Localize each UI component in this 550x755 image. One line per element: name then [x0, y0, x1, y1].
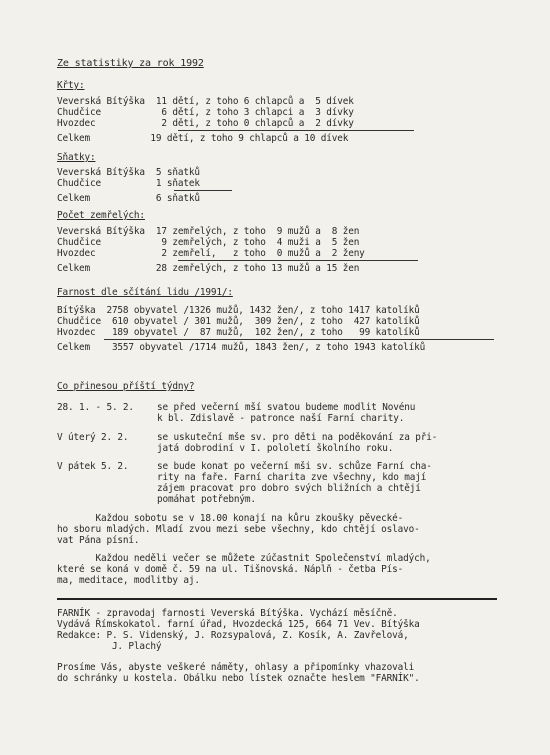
snatky-line: Veverská Bítýška 5 sňatků — [57, 167, 200, 178]
farnost-heading: Farnost dle sčítání lidu /1991/: — [57, 287, 233, 298]
event-text: pomáhat potřebným. — [157, 494, 256, 505]
paragraph-line: Každou neděli večer se můžete zúčastnit Společenství mladých, — [57, 553, 431, 564]
farnost-line: Bítýška 2758 obyvatel /1326 mužů, 1432 žen/, z toho 1417 katolíků — [57, 305, 420, 316]
krty-total: Celkem 19 dětí, z toho 9 chlapců a 10 dívek — [57, 133, 349, 144]
event-text: se před večerní mší svatou budeme modlit Novénu — [157, 402, 416, 413]
event-text: k bl. Zdislavě - patronce naší Farní charity. — [157, 413, 405, 424]
event-date: V pátek 5. 2. — [57, 461, 129, 472]
farnost-total: Celkem 3557 obyvatel /1714 mužů, 1843 žen/, z toho 1943 katolíků — [57, 342, 426, 353]
snatky-sum-rule — [174, 190, 232, 191]
event-date: V úterý 2. 2. — [57, 432, 129, 443]
paragraph-line: které se koná v domě č. 59 na ul. Tišnovská. Náplň - četba Pís- — [57, 564, 404, 575]
event-text: jatá dobrodiní v I. pololetí školního roku. — [157, 443, 394, 454]
paragraph-line: ma, meditace, modlitby aj. — [57, 575, 200, 586]
paragraph-line: ho sboru mladých. Mladí zvou mezi sebe všechny, kdo chtějí oslavo- — [57, 524, 420, 535]
farnost-sum-rule — [104, 339, 494, 340]
zemreli-line: Chudčice 9 zemřelých, z toho 4 muži a 5 žen — [57, 237, 360, 248]
krty-heading: Křty: — [57, 80, 85, 91]
farnost-line: Hvozdec 189 obyvatel / 87 mužů, 102 žen/, z toho 99 katolíků — [57, 327, 420, 338]
footer-divider — [57, 598, 497, 600]
krty-sum-rule — [178, 130, 414, 131]
zemreli-line: Veverská Bítýška 17 zemřelých, z toho 9 mužů a 8 žen — [57, 226, 360, 237]
farnost-line: Chudčice 610 obyvatel / 301 mužů, 309 žen/, z toho 427 katolíků — [57, 316, 420, 327]
snatky-line: Chudčice 1 sňatek — [57, 178, 200, 189]
event-text: se bude konat po večerní mši sv. schůze Farní cha- — [157, 461, 432, 472]
page-title: Ze statistiky za rok 1992 — [57, 58, 204, 69]
snatky-total: Celkem 6 sňatků — [57, 193, 200, 204]
tydny-heading: Co přinesou příští týdny? — [57, 381, 195, 392]
krty-line: Hvozdec 2 děti, z toho 0 chlapců a 2 dívky — [57, 118, 354, 129]
krty-line: Chudčice 6 dětí, z toho 3 chlapci a 3 dívky — [57, 107, 354, 118]
footer-line: Redakce: P. S. Videnský, J. Rozsypalová, Z. Kosík, A. Zavřelová, — [57, 630, 409, 641]
footer-line: FARNÍK - zpravodaj farnosti Veverská Bítýška. Vychází měsíčně. — [57, 608, 398, 619]
paragraph-line: vat Pána písní. — [57, 535, 140, 546]
krty-line: Veverská Bítýška 11 dětí, z toho 6 chlapců a 5 dívek — [57, 96, 354, 107]
zemreli-heading: Počet zemřelých: — [57, 210, 145, 221]
footer-line: Vydává Římskokatol. farní úřad, Hvozdecká 125, 664 71 Vev. Bítýška — [57, 619, 420, 630]
zemreli-sum-rule — [178, 260, 418, 261]
event-text: rity na faře. Farní charita zve všechny, kdo mají — [157, 472, 427, 483]
zemreli-total: Celkem 28 zemřelých, z toho 13 mužů a 15 žen — [57, 263, 360, 274]
paragraph-line: Každou sobotu se v 18.00 konají na kůru zkoušky pěvecké- — [57, 513, 404, 524]
event-text: zájem pracovat pro dobro svých bližních a chtějí — [157, 483, 421, 494]
footer-note: Prosíme Vás, abyste veškeré náměty, ohlasy a připomínky vhazovali — [57, 662, 415, 673]
footer-line: J. Plachý — [57, 641, 162, 652]
event-date: 28. 1. - 5. 2. — [57, 402, 134, 413]
event-text: se uskuteční mše sv. pro děti na poděkování za při- — [157, 432, 438, 443]
footer-note: do schránky u kostela. Obálku nebo lístek označte heslem "FARNÍK". — [57, 673, 420, 684]
snatky-heading: Sňatky: — [57, 152, 96, 163]
zemreli-line: Hvozdec 2 zemřelí, z toho 0 mužů a 2 ženy — [57, 248, 365, 259]
